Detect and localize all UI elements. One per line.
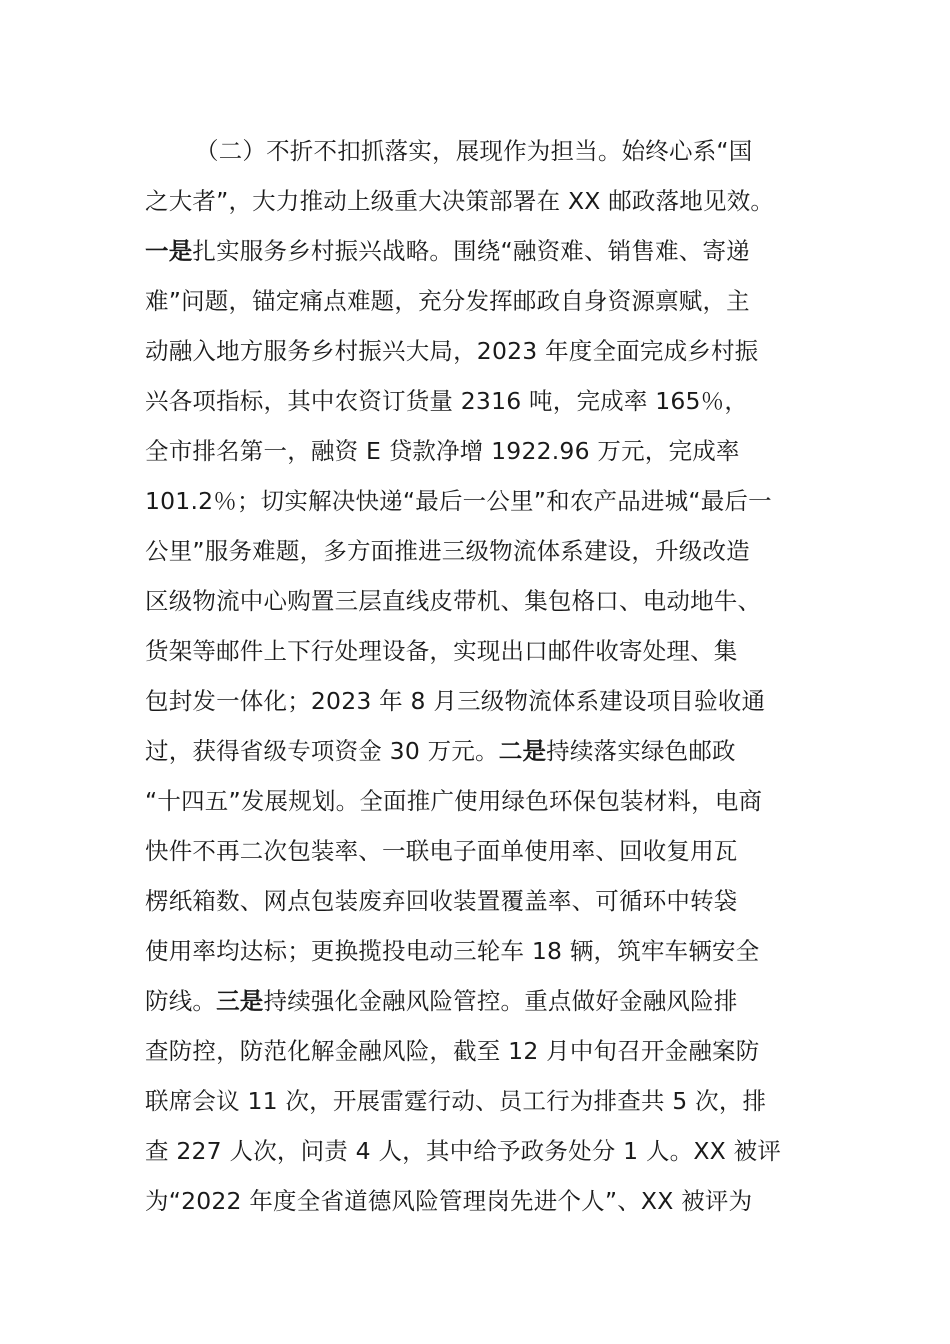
text-line [145, 126, 811, 176]
text-run: 难”问题，锚定痛点难题，充分发挥邮政自身资源禀赋，主 [145, 287, 750, 315]
text-line [145, 1126, 811, 1176]
body-paragraph [145, 126, 811, 1226]
text-run: “十四五”发展规划。全面推广使用绿色环保包装材料，电商 [145, 787, 763, 815]
text-run: 包封发一体化；2023 年 8 月三级物流体系建设项目验收通 [145, 687, 766, 715]
text-line [145, 426, 811, 476]
text-run: 为“2022 年度全省道德风险管理岗先进个人”、XX 被评为 [145, 1187, 753, 1215]
text-line [145, 376, 811, 426]
text-line [145, 626, 811, 676]
text-run: 区级物流中心购置三层直线皮带机、集包格口、电动地牛、 [145, 587, 762, 615]
text-run: 持续强化金融风险管控。重点做好金融风险排 [263, 987, 738, 1015]
text-line [145, 976, 811, 1026]
text-run: 楞纸箱数、网点包装废弃回收装置覆盖率、可循环中转袋 [145, 887, 738, 915]
text-line [145, 226, 811, 276]
text-run: 使用率均达标；更换揽投电动三轮车 18 辆，筑牢车辆安全 [145, 937, 760, 965]
text-run: 全市排名第一，融资 E 贷款净增 1922.96 万元，完成率 [145, 437, 740, 465]
text-run: 快件不再二次包装率、一联电子面单使用率、回收复用瓦 [145, 837, 738, 865]
text-run: 过，获得省级专项资金 30 万元。 [145, 737, 499, 765]
text-line [145, 776, 811, 826]
text-run: 联席会议 11 次，开展雷霆行动、员工行为排查共 5 次，排 [145, 1087, 767, 1115]
text-line [145, 176, 811, 226]
bold-lead-phrase: 三是 [216, 987, 264, 1015]
text-line [145, 926, 811, 976]
text-line [145, 676, 811, 726]
text-line [145, 326, 811, 376]
text-run: 公里”服务难题，多方面推进三级物流体系建设，升级改造 [145, 537, 750, 565]
text-line [145, 1026, 811, 1076]
text-line [145, 576, 811, 626]
text-run: 持续落实绿色邮政 [546, 737, 736, 765]
text-run: 101.2％；切实解决快递“最后一公里”和农产品进城“最后一 [145, 487, 772, 515]
text-line [145, 826, 811, 876]
text-run: （二）不折不扣抓落实，展现作为担当。始终心系“国 [195, 137, 753, 165]
bold-lead-phrase: 二是 [498, 737, 547, 765]
text-run: 扎实服务乡村振兴战略。围绕“融资难、销售难、寄递 [192, 237, 750, 265]
text-line [145, 1176, 811, 1226]
text-run: 货架等邮件上下行处理设备，实现出口邮件收寄处理、集 [145, 637, 738, 665]
text-line [145, 526, 811, 576]
text-run: 兴各项指标，其中农资订货量 2316 吨，完成率 165％， [145, 387, 749, 415]
text-line [145, 276, 811, 326]
text-run: 之大者”，大力推动上级重大决策部署在 XX 邮政落地见效。 [145, 187, 775, 215]
text-line [145, 876, 811, 926]
text-run: 查防控，防范化解金融风险，截至 12 月中旬召开金融案防 [145, 1037, 760, 1065]
bold-lead-phrase: 一是 [145, 237, 193, 265]
text-line [145, 476, 811, 526]
text-run: 查 227 人次，问责 4 人，其中给予政务处分 1 人。XX 被评 [145, 1137, 782, 1165]
text-run: 动融入地方服务乡村振兴大局，2023 年度全面完成乡村振 [145, 337, 759, 365]
text-run: 防线。 [145, 987, 217, 1015]
text-line [145, 1076, 811, 1126]
text-line [145, 726, 811, 776]
